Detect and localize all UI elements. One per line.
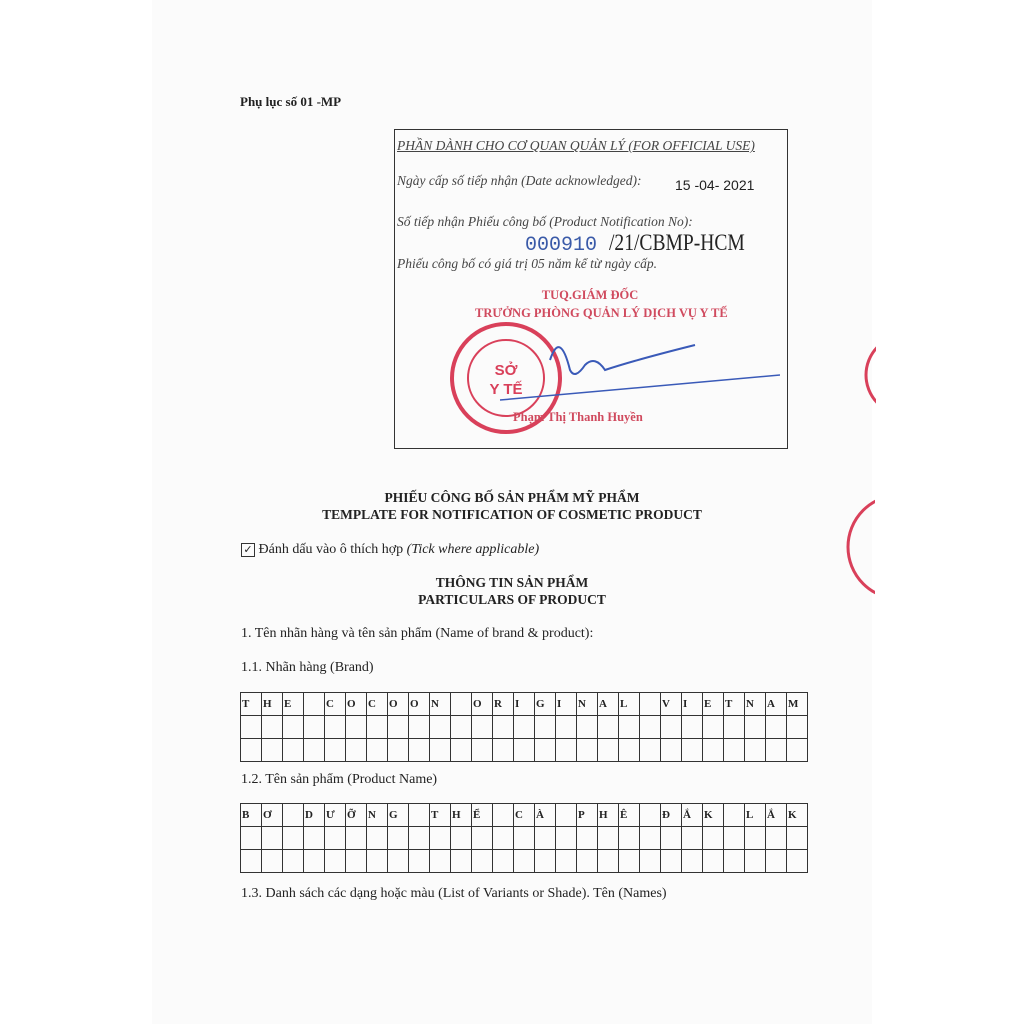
- grid-cell: I: [514, 693, 535, 716]
- grid-cell: [514, 739, 535, 762]
- grid-cell: [556, 850, 577, 873]
- grid-cell: [304, 827, 325, 850]
- grid-cell: [514, 827, 535, 850]
- grid-cell: A: [598, 693, 619, 716]
- notification-number: 000910: [525, 234, 598, 257]
- grid-cell: [514, 850, 535, 873]
- grid-cell: [388, 850, 409, 873]
- grid-cell: [430, 716, 451, 739]
- grid-cell: N: [577, 693, 598, 716]
- grid-cell: [787, 716, 808, 739]
- grid-cell: [598, 827, 619, 850]
- grid-cell: [724, 739, 745, 762]
- grid-cell: [346, 827, 367, 850]
- grid-cell: Ể: [472, 804, 493, 827]
- grid-cell: C: [514, 804, 535, 827]
- grid-cell: [241, 716, 262, 739]
- grid-cell: [535, 739, 556, 762]
- grid-cell: [493, 804, 514, 827]
- date-value: 15 -04- 2021: [675, 177, 755, 193]
- grid-cell: [409, 716, 430, 739]
- grid-cell: K: [703, 804, 724, 827]
- grid-cell: V: [661, 693, 682, 716]
- grid-cell: Ắ: [682, 804, 703, 827]
- grid-cell: [703, 850, 724, 873]
- appendix-label: Phụ lục số 01 -MP: [240, 94, 342, 109]
- grid-cell: [325, 739, 346, 762]
- grid-cell: À: [535, 804, 556, 827]
- grid-cell: [577, 827, 598, 850]
- grid-cell: T: [430, 804, 451, 827]
- grid-cell: [745, 850, 766, 873]
- date-label: Ngày cấp số tiếp nhận (Date acknowledged):: [397, 173, 642, 188]
- grid-cell: A: [766, 693, 787, 716]
- grid-cell: N: [430, 693, 451, 716]
- grid-cell: [367, 739, 388, 762]
- grid-cell: [787, 739, 808, 762]
- title-vi: PHIẾU CÔNG BỐ SẢN PHẨM MỸ PHẨM: [384, 490, 640, 505]
- grid-cell: [430, 850, 451, 873]
- grid-cell: [556, 739, 577, 762]
- grid-cell: [367, 850, 388, 873]
- grid-cell: [409, 739, 430, 762]
- grid-cell: [472, 850, 493, 873]
- grid-cell: [493, 827, 514, 850]
- grid-cell: [325, 716, 346, 739]
- grid-row: [241, 693, 808, 716]
- svg-text:SỞ: SỞ: [494, 362, 518, 379]
- grid-cell: [640, 716, 661, 739]
- grid-cell: [619, 739, 640, 762]
- grid-cell: [283, 850, 304, 873]
- grid-cell: [745, 827, 766, 850]
- grid-cell: [703, 716, 724, 739]
- grid-cell: [766, 716, 787, 739]
- grid-cell: [262, 716, 283, 739]
- product-name-grid: [240, 803, 808, 873]
- grid-cell: [724, 850, 745, 873]
- grid-cell: [724, 716, 745, 739]
- grid-cell: [493, 850, 514, 873]
- grid-cell: N: [367, 804, 388, 827]
- grid-cell: [766, 739, 787, 762]
- grid-cell: [766, 827, 787, 850]
- grid-cell: [346, 716, 367, 739]
- grid-cell: I: [682, 693, 703, 716]
- grid-cell: [388, 739, 409, 762]
- title-en: TEMPLATE FOR NOTIFICATION OF COSMETIC PRODUCT: [322, 507, 702, 522]
- grid-cell: [493, 739, 514, 762]
- checkbox-checked-icon: ✓: [241, 543, 255, 557]
- grid-cell: [577, 716, 598, 739]
- grid-cell: [472, 827, 493, 850]
- grid-cell: [304, 716, 325, 739]
- grid-cell: [283, 804, 304, 827]
- grid-row: [241, 716, 808, 739]
- item-1-3-label: 1.3. Danh sách các dạng hoặc màu (List of Variants or Shade). Tên (Names): [241, 886, 667, 901]
- grid-cell: T: [241, 693, 262, 716]
- grid-cell: O: [472, 693, 493, 716]
- grid-cell: O: [388, 693, 409, 716]
- grid-cell: [682, 716, 703, 739]
- grid-cell: H: [451, 804, 472, 827]
- grid-cell: [598, 716, 619, 739]
- grid-cell: [766, 850, 787, 873]
- brand-grid: [240, 692, 808, 762]
- grid-cell: [577, 850, 598, 873]
- grid-cell: [451, 739, 472, 762]
- grid-cell: [682, 850, 703, 873]
- grid-cell: [472, 739, 493, 762]
- grid-cell: [451, 827, 472, 850]
- grid-cell: [388, 716, 409, 739]
- grid-cell: [241, 850, 262, 873]
- grid-cell: [430, 739, 451, 762]
- grid-cell: [577, 739, 598, 762]
- official-use-box: [394, 129, 788, 449]
- grid-cell: [241, 827, 262, 850]
- grid-cell: M: [787, 693, 808, 716]
- grid-cell: [514, 716, 535, 739]
- grid-cell: [493, 716, 514, 739]
- grid-cell: [619, 827, 640, 850]
- grid-row: [241, 827, 808, 850]
- grid-cell: [745, 716, 766, 739]
- grid-cell: [724, 827, 745, 850]
- grid-cell: [640, 827, 661, 850]
- grid-cell: [745, 739, 766, 762]
- grid-cell: [640, 693, 661, 716]
- grid-cell: [703, 827, 724, 850]
- grid-cell: [262, 739, 283, 762]
- grid-cell: [787, 827, 808, 850]
- grid-cell: [430, 827, 451, 850]
- svg-text:Y TẾ: Y TẾ: [489, 381, 523, 398]
- signer-title-1: TUQ.GIÁM ĐỐC: [541, 288, 639, 302]
- signer-title-2: TRƯỞNG PHÒNG QUẢN LÝ DỊCH VỤ Y TẾ: [475, 306, 728, 320]
- grid-cell: Ơ: [262, 804, 283, 827]
- grid-cell: [598, 850, 619, 873]
- tick-note: [241, 542, 539, 558]
- grid-cell: [409, 850, 430, 873]
- tick-note-en: (Tick where applicable): [406, 542, 540, 557]
- grid-cell: Ắ: [766, 804, 787, 827]
- item-1-1-label: 1.1. Nhãn hàng (Brand): [241, 660, 374, 675]
- grid-cell: [619, 850, 640, 873]
- grid-cell: [325, 827, 346, 850]
- grid-cell: [556, 827, 577, 850]
- grid-cell: O: [346, 693, 367, 716]
- grid-cell: [451, 850, 472, 873]
- grid-cell: [346, 739, 367, 762]
- official-header: PHẦN DÀNH CHO CƠ QUAN QUẢN LÝ (FOR OFFICIAL USE): [397, 138, 755, 153]
- grid-cell: [367, 827, 388, 850]
- grid-row: [241, 850, 808, 873]
- notification-no-label: Số tiếp nhận Phiếu công bố (Product Notification No):: [397, 214, 693, 229]
- grid-cell: Đ: [661, 804, 682, 827]
- side-stamp-fragment-top: [856, 330, 876, 420]
- item-1-2-label: 1.2. Tên sản phẩm (Product Name): [241, 772, 438, 787]
- grid-cell: H: [598, 804, 619, 827]
- grid-cell: [682, 827, 703, 850]
- grid-cell: O: [409, 693, 430, 716]
- grid-cell: H: [262, 693, 283, 716]
- section-title-en: PARTICULARS OF PRODUCT: [418, 592, 606, 607]
- grid-cell: [262, 850, 283, 873]
- grid-cell: Ỡ: [346, 804, 367, 827]
- grid-cell: [451, 716, 472, 739]
- grid-cell: [304, 693, 325, 716]
- grid-cell: C: [325, 693, 346, 716]
- grid-cell: [661, 716, 682, 739]
- grid-cell: [661, 739, 682, 762]
- signer-name: Phạm Thị Thanh Huyền: [513, 410, 643, 424]
- grid-cell: [409, 827, 430, 850]
- grid-cell: [661, 850, 682, 873]
- grid-cell: [535, 716, 556, 739]
- grid-cell: [409, 804, 430, 827]
- grid-cell: G: [388, 804, 409, 827]
- grid-row: [241, 804, 808, 827]
- grid-cell: [367, 716, 388, 739]
- grid-cell: [556, 716, 577, 739]
- grid-cell: [325, 850, 346, 873]
- grid-cell: E: [283, 693, 304, 716]
- grid-cell: [304, 739, 325, 762]
- grid-cell: B: [241, 804, 262, 827]
- grid-cell: [283, 716, 304, 739]
- notification-suffix: /21/CBMP-HCM: [609, 230, 745, 255]
- tick-note-text: Đánh dấu vào ô thích hợp: [258, 542, 404, 557]
- grid-cell: [724, 804, 745, 827]
- grid-cell: [304, 850, 325, 873]
- grid-cell: [640, 804, 661, 827]
- grid-cell: [535, 827, 556, 850]
- grid-cell: D: [304, 804, 325, 827]
- grid-cell: K: [787, 804, 808, 827]
- grid-cell: [472, 716, 493, 739]
- grid-cell: [262, 827, 283, 850]
- grid-cell: C: [367, 693, 388, 716]
- section-title-vi: THÔNG TIN SẢN PHẨM: [435, 575, 589, 590]
- grid-cell: [661, 827, 682, 850]
- grid-cell: E: [703, 693, 724, 716]
- grid-cell: [388, 827, 409, 850]
- grid-cell: Ư: [325, 804, 346, 827]
- grid-cell: [598, 739, 619, 762]
- grid-cell: [535, 850, 556, 873]
- item-1-label: 1. Tên nhãn hàng và tên sản phẩm (Name of brand & product):: [241, 626, 594, 641]
- grid-cell: [640, 850, 661, 873]
- grid-cell: P: [577, 804, 598, 827]
- grid-cell: [283, 739, 304, 762]
- grid-cell: [619, 716, 640, 739]
- grid-cell: [346, 850, 367, 873]
- grid-cell: Ê: [619, 804, 640, 827]
- grid-cell: R: [493, 693, 514, 716]
- grid-cell: [556, 804, 577, 827]
- grid-row: [241, 739, 808, 762]
- grid-cell: [682, 739, 703, 762]
- grid-cell: [640, 739, 661, 762]
- grid-cell: [241, 739, 262, 762]
- grid-cell: [283, 827, 304, 850]
- grid-cell: T: [724, 693, 745, 716]
- grid-cell: [787, 850, 808, 873]
- grid-cell: [703, 739, 724, 762]
- grid-cell: L: [745, 804, 766, 827]
- grid-cell: N: [745, 693, 766, 716]
- grid-cell: [451, 693, 472, 716]
- grid-cell: I: [556, 693, 577, 716]
- grid-cell: G: [535, 693, 556, 716]
- grid-cell: L: [619, 693, 640, 716]
- validity-note: Phiếu công bố có giá trị 05 năm kể từ ngày cấp.: [397, 256, 658, 271]
